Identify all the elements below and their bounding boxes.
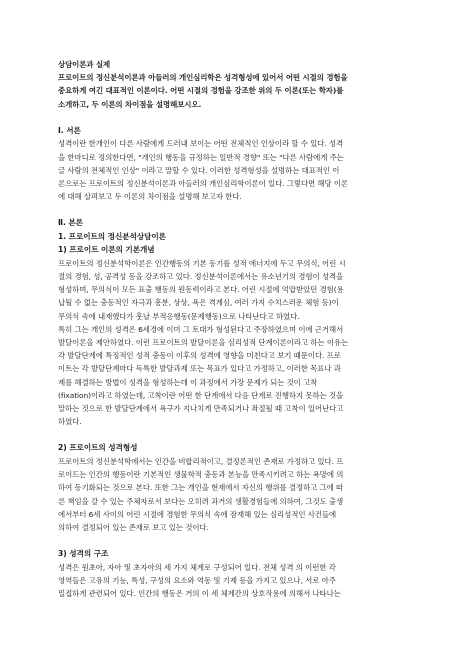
paragraph-line: 말하는 것으로 한 발달단계에서 욕구가 지나치게 만족되거나 좌절될 때 고착이 일어난다고 xyxy=(58,404,344,414)
paragraph-line: 밀접하게 관련되어 있다. 인간의 행동은 거의 이 세 체계간의 상호작용에 의해서 나타나는 xyxy=(58,589,341,599)
paragraph-line: 을 한마디로 정의한다면, "개인의 행동을 규정하는 일반적 경향" 또는 "다른 사람에게 주는 xyxy=(58,152,344,162)
personality-structure-paragraph xyxy=(58,561,418,601)
paragraph-line: 납될 수 없는 충동적인 자극과 흥분, 상상, 욕은 격계심, 여러 가지 수치스러운 체험 등)이 xyxy=(58,298,339,308)
subsection-heading-basic-concepts: 1) 프로이트 이론의 기본개념 xyxy=(58,245,155,255)
paragraph-line: 이트는 각 발달단계마다 독특한 발달과제 또는 목표가 있다고 가정하고, 이러한 목표나 과 xyxy=(58,364,341,374)
paragraph-line: 른 책임을 갈 수 있는 주체자로서 보다는 오히려 과거의 생활경험들에 의하여, 그것도 출생 xyxy=(58,496,344,506)
paragraph-line: 성격이란 한개인이 다른 사람에게 드러내 보이는 어떤 전체적인 인상이라 할 수 있다. 성격 xyxy=(58,139,344,149)
prompt-line-1: 프로이트의 정신분석이론과 아들러의 개인심리학은 성격형성에 있어서 어떤 시절의 경험을 xyxy=(58,73,348,83)
subsection-heading-personality-formation: 2) 프로이트의 성격형성 xyxy=(58,443,138,453)
prompt-line-2: 중요하게 여긴 대표적인 이론이다. 어떤 시절의 경험을 강조한 위의 두 이론(또는 학자)를 xyxy=(58,86,344,96)
paragraph-line: 글 사람의 전체적인 인상" 이라고 말할 수 있다. 이러한 성격형성을 설명하는 대표적인 이 xyxy=(58,165,340,175)
section-heading-body: Ⅱ. 본론 xyxy=(58,218,83,228)
paragraph-line: 성격은 원초아, 자아 및 초자아의 세 가지 체계로 구성되어 있다. 전체 성격 의 이런한 각 xyxy=(58,562,336,572)
paragraph-line: 특히 그는 개인의 성격은 6세경에 이미 그 토대가 형성된다고 주장하였으며 이에 근거해서 xyxy=(58,324,344,334)
paragraph-line: 발달이론을 제안하였다. 이런 프로이트의 발달이론을 심리성적 단계이론이라고 하는 이유는 xyxy=(58,338,349,348)
paragraph-line: 무의식 속에 내재했다가 훗날 부적응행동(문제행동)으로 나타난다고 하였다. xyxy=(58,311,300,321)
paragraph-line: 영역들은 고유의 기능, 특성, 구성의 요소와 역동 및 기제 등을 가지고 있으나, 서로 아주 xyxy=(58,575,336,585)
paragraph-line: 프로이트의 정신분석학이론은 인간행동의 기본 동기를 성적 에너지에 두고 무의식, 어린 시 xyxy=(58,258,346,268)
paragraph-line: 에 대해 살펴보고 두 이론의 차이점을 설명해 보고자 한다. xyxy=(58,192,242,202)
paragraph-line: 절의 경험, 성, 공격성 등을 강조하고 있다. 정신분석이론에서는 유소년기의 경험이 성격을 xyxy=(58,272,344,282)
subsection-heading-freud: 1. 프로이트의 정신분석상담이론 xyxy=(58,231,166,241)
section-heading-intro: Ⅰ. 서론 xyxy=(58,125,81,135)
paragraph-line: 하였다. xyxy=(58,417,82,427)
paragraph-line: 의하여 결정되어 있는 존재로 보고 있는 것이다. xyxy=(58,522,209,532)
paragraph-line: (fixation)이라고 하였는데, 고착이란 어떤 한 단계에서 다음 단계로 진행하지 못하는 것을 xyxy=(58,390,344,400)
prompt-line-3: 소개하고, 두 이론의 차이점을 설명해보시오. xyxy=(58,99,202,109)
document-title: 상담이론과 실제 xyxy=(58,60,111,69)
basic-concepts-paragraph xyxy=(58,257,418,429)
spacer xyxy=(58,428,418,441)
personality-formation-paragraph xyxy=(58,455,418,534)
paragraph-line: 에서부터 6세 사이의 어린 시절에 경험한 무의식 속에 잠재해 있는 심리성적인 사건들에 xyxy=(58,509,337,519)
spacer xyxy=(58,111,418,124)
intro-paragraph xyxy=(58,137,418,203)
subsection-heading-personality-structure: 3) 성격의 구조 xyxy=(58,549,109,559)
paragraph-line: 각 발달단계에 특징적인 성적 충동이 이후의 성격에 영향을 미친다고 보기 때문이다. 프로 xyxy=(58,351,341,361)
paragraph-line: 로이드는 인간의 행동이란 기본적인 생물학적 충동과 본능을 만족시키려고 하는 욕망에 의 xyxy=(58,470,344,480)
spacer xyxy=(58,534,418,547)
paragraph-line: 프로이트의 정신분석학에서는 인간을 비합리적이고, 결정론적인 존재로 가정하고 있다. 프 xyxy=(58,456,344,466)
paragraph-line: 하여 동기화되는 것으로 본다. 또한 그는 개인을 현재에서 자신의 행위를 결정하고 그에 따 xyxy=(58,483,344,493)
paragraph-line: 론으로는 프로이트의 정신분석이론과 아들러의 개인심리학이론이 있다. 그렇다면 해당 이론 xyxy=(58,178,349,188)
spacer xyxy=(58,203,418,216)
paragraph-line: 형성하며, 무의식이 모든 표출 행동의 원동력이라고 본다. 어린 시절에 억압받았던 경험(용 xyxy=(58,285,344,295)
paragraph-line: 제를 해결하는 방법이 성격을 형성하는데 이 과정에서 가장 문제가 되는 것이 고착 xyxy=(58,377,318,387)
